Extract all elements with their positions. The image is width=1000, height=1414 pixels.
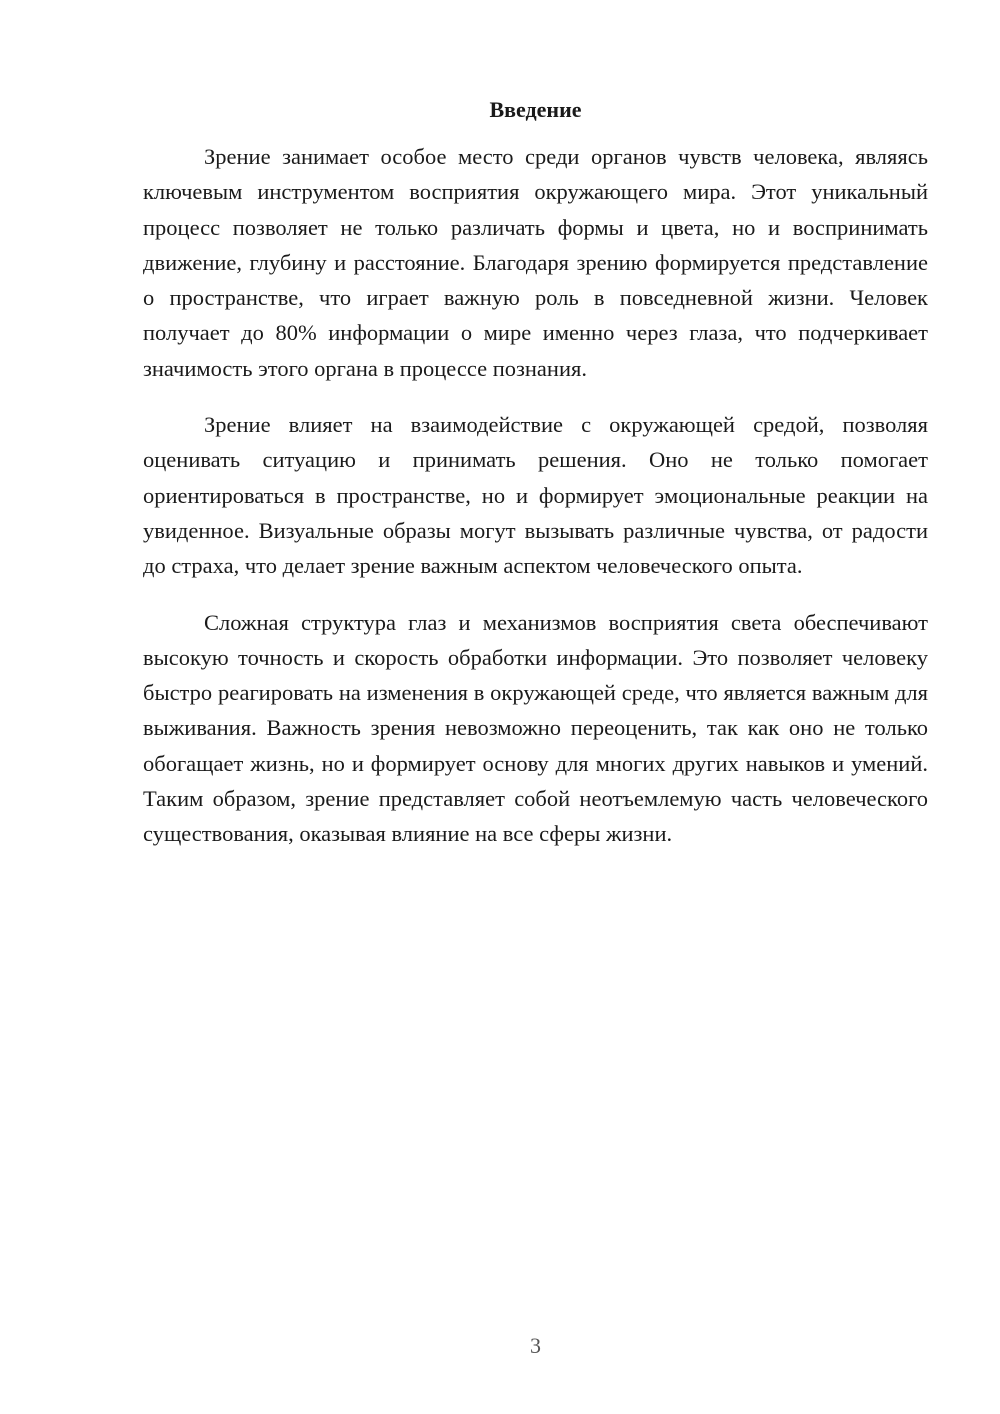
paragraph-1: Зрение занимает особое место среди органов чувств человека, являясь ключевым инструментом восприятия окружающего мира. Этот уникальный процесс позволяет не только различать формы и цвета, но и воспринимать движение, глубину и расстояние. Благодаря зрению формируется представление о пространстве, что играет важную роль в повседневной жизни. Человек получает до 80% информации о мире именно через глаза, что подчеркивает значимость этого органа в процессе познания. [143, 144, 928, 381]
document-body [143, 139, 928, 873]
page-number: 3 [530, 1333, 541, 1358]
section-heading: Введение [489, 97, 582, 122]
paragraph-2: Зрение влияет на взаимодействие с окружающей средой, позволяя оценивать ситуацию и принимать решения. Оно не только помогает ориентироваться в пространстве, но и формирует эмоциональные реакции на увиденное. Визуальные образы могут вызывать различные чувства, от радости до страха, что делает зрение важным аспектом человеческого опыта. [143, 412, 928, 579]
paragraph-3: Сложная структура глаз и механизмов восприятия света обеспечивают высокую точность и скорость обработки информации. Это позволяет человеку быстро реагировать на изменения в окружающей среде, что является важным для выживания. Важность зрения невозможно переоценить, так как оно не только обогащает жизнь, но и формирует основу для многих других навыков и умений. Таким образом, зрение представляет собой неотъемлемую часть человеческого существования, оказывая влияние на все сферы жизни. [143, 609, 928, 847]
